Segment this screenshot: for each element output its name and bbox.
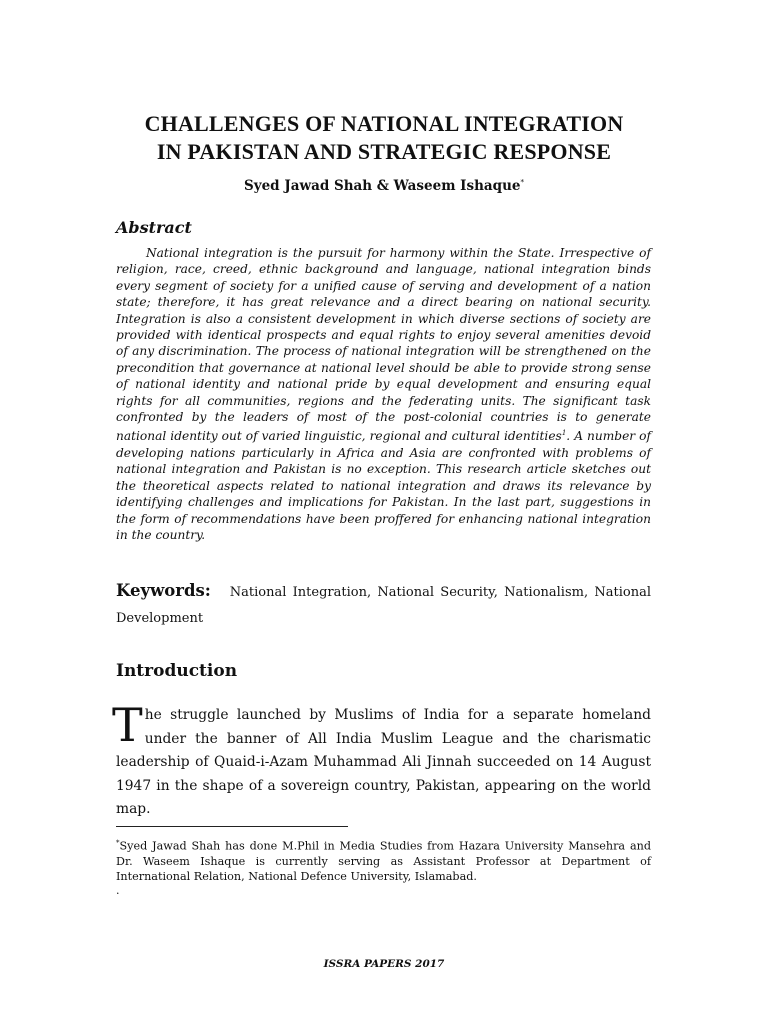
- footnote-text: Syed Jawad Shah has done M.Phil in Media Studies from Hazara University Mansehra and Dr. Waseem Ishaque is currently serving as Assistant Professor at Department of International Relation, National Defence University, Islamabad.: [116, 839, 651, 883]
- abstract-text-part-1: National integration is the pursuit for harmony within the State. Irrespective of religion, race, creed, ethnic background and language, national integration binds every segment of society for a unified cause of serving and development of a nation state; therefore, it has great relevance and a direct bearing on national security. Integration is also a consistent development in which diverse sections of society are provided with identical prospects and equal rights to enjoy several amenities devoid of any discrimination. The process of national integration will be strengthened on the precondition that governance at national level should be able to provide strong sense of national identity and national pride by equal development and ensuring equal rights for all communities, regions and the federating units. The significant task confronted by the leaders of most of the post-colonial countries is to generate national identity out of varied linguistic, regional and cultural identities: [116, 246, 651, 444]
- footnote-trailing-dot: .: [116, 884, 120, 897]
- author-footnote-marker: *: [520, 178, 524, 187]
- keywords-label-text: Keywords: [116, 581, 205, 600]
- abstract-text-part-2: . A number of developing nations particularly in Africa and Asia are confronted with problems of national integration and Pakistan is no exception. This research article sketches out the theoretical aspects related to national integration and draws its relevance by identifying challenges and implications for Pakistan. In the last part, suggestions in the form of recommendations have been proffered for enhancing national integration in the country.: [116, 429, 651, 542]
- page-footer: ISSRA PAPERS 2017: [323, 958, 445, 970]
- drop-cap: T: [112, 698, 143, 752]
- abstract-heading: Abstract: [116, 218, 192, 237]
- introduction-body: [112, 698, 651, 822]
- keywords-block: [116, 578, 651, 632]
- title-line-2: IN PAKISTAN AND STRATEGIC RESPONSE: [156, 139, 612, 164]
- footnote-separator: [116, 826, 348, 827]
- introduction-heading: Introduction: [116, 661, 238, 681]
- footnote: [116, 836, 651, 884]
- author-names: Syed Jawad Shah & Waseem Ishaque: [244, 178, 521, 194]
- keywords-colon: :: [204, 581, 211, 600]
- title-line-1: CHALLENGES OF NATIONAL INTEGRATION: [144, 111, 624, 136]
- abstract-note-ref: 1: [561, 429, 567, 438]
- introduction-text: he struggle launched by Muslims of India for a separate homeland under the banner of All India Muslim League and the charismatic leadership of Quaid-i-Azam Muhammad Ali Jinnah succeeded on 14 August 1947 in the shape of a sovereign country, Pakistan, appearing on the world map.: [116, 707, 651, 818]
- keywords-label: [116, 581, 211, 600]
- abstract-body: [116, 245, 651, 543]
- author-line: [0, 178, 768, 194]
- keywords-text: National Integration, National Security, Nationalism, National Development: [116, 585, 651, 626]
- paper-title: [0, 110, 768, 166]
- footnote-marker: *: [116, 839, 120, 847]
